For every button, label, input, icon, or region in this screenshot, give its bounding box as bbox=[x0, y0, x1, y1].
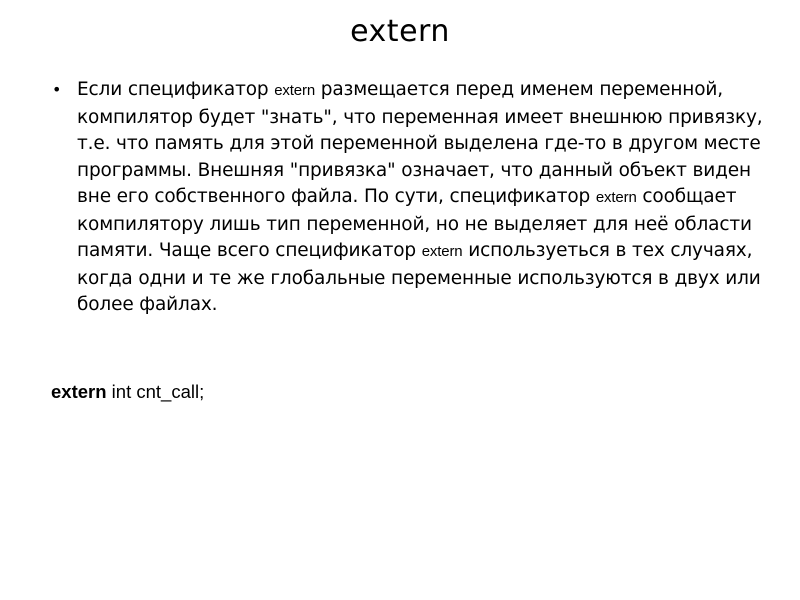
bullet-text: сообщает компилятору лишь тип переменной, но не выделяет для неё области памяти. Чаще всего спецификатор bbox=[77, 186, 752, 261]
bullet-list bbox=[52, 77, 764, 319]
bullet-dot-icon: • bbox=[52, 80, 62, 99]
bullet-item bbox=[52, 77, 764, 319]
extern-keyword: extern bbox=[595, 189, 637, 206]
code-example bbox=[51, 379, 204, 405]
extern-keyword: extern bbox=[274, 82, 316, 99]
extern-keyword: extern bbox=[421, 243, 463, 260]
bullet-text: размещается перед именем переменной, компилятор будет "знать", что переменная имеет внешнюю привязку, т.е. что память для этой переменной выделена где-то в другом месте программы. Внешняя "привязка" означает, что данный объект виден вне его собственного файла. По сути, спецификатор bbox=[77, 79, 763, 207]
slide-title: extern bbox=[350, 14, 450, 49]
code-declaration: int cnt_call; bbox=[106, 381, 205, 402]
bullet-text: используеться в тех случаях, когда одни и те же глобальные переменные используются в двух или более файлах. bbox=[77, 240, 761, 315]
code-keyword: extern bbox=[51, 381, 107, 402]
bullet-text: Если спецификатор bbox=[77, 79, 275, 100]
